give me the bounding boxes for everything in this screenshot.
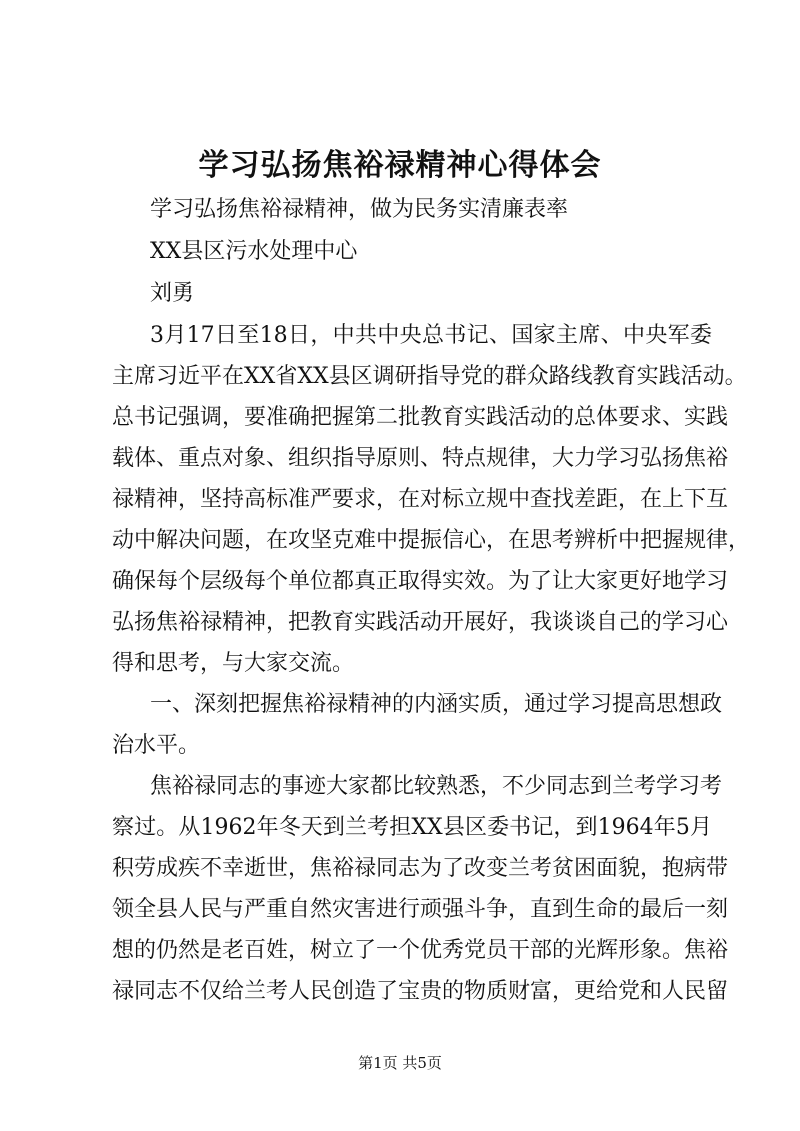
body-line: 动中解决问题，在攻坚克难中提振信心，在思考辨析中把握规律，	[112, 528, 751, 553]
subtitle: 学习弘扬焦裕禄精神，做为民务实清廉表率	[150, 197, 569, 222]
section-heading: 一、深刻把握焦裕禄精神的内涵实质，通过学习提高思想政	[150, 692, 723, 717]
section-heading: 治水平。	[112, 733, 201, 758]
body-line: 想的仍然是老百姓，树立了一个优秀党员干部的光辉形象。焦裕	[112, 938, 729, 963]
body-line: 得和思考，与大家交流。	[112, 651, 355, 676]
body-line: 载体、重点对象、组织指导原则、特点规律，大力学习弘扬焦裕	[112, 446, 729, 471]
body-line: 主席习近平在XX省XX县区调研指导党的群众路线教育实践活动。	[112, 364, 747, 389]
body-line: 确保每个层级每个单位都真正取得实效。为了让大家更好地学习	[112, 569, 729, 594]
body-line: 禄同志不仅给兰考人民创造了宝贵的物质财富，更给党和人民留	[112, 979, 729, 1004]
page-title: 学习弘扬焦裕禄精神心得体会	[198, 148, 602, 183]
body-line: 3月17日至18日，中共中央总书记、国家主席、中央军委	[150, 323, 712, 348]
body-line: 焦裕禄同志的事迹大家都比较熟悉，不少同志到兰考学习考	[150, 774, 723, 799]
body-line: 弘扬焦裕禄精神，把教育实践活动开展好，我谈谈自己的学习心	[112, 610, 729, 635]
body-line: 总书记强调，要准确把握第二批教育实践活动的总体要求、实践	[112, 405, 729, 430]
organization: XX县区污水处理中心	[150, 239, 358, 264]
body-line: 察过。从1962年冬天到兰考担XX县区委书记，到1964年5月	[112, 815, 712, 840]
body-line: 积劳成疾不幸逝世，焦裕禄同志为了改变兰考贫困面貌，抱病带	[112, 856, 729, 881]
body-line: 禄精神，坚持高标准严要求，在对标立规中查找差距，在上下互	[112, 487, 729, 512]
page-number: 第1页 共5页	[358, 1054, 442, 1072]
author: 刘勇	[150, 281, 195, 306]
body-line: 领全县人民与严重自然灾害进行顽强斗争，直到生命的最后一刻	[112, 897, 729, 922]
